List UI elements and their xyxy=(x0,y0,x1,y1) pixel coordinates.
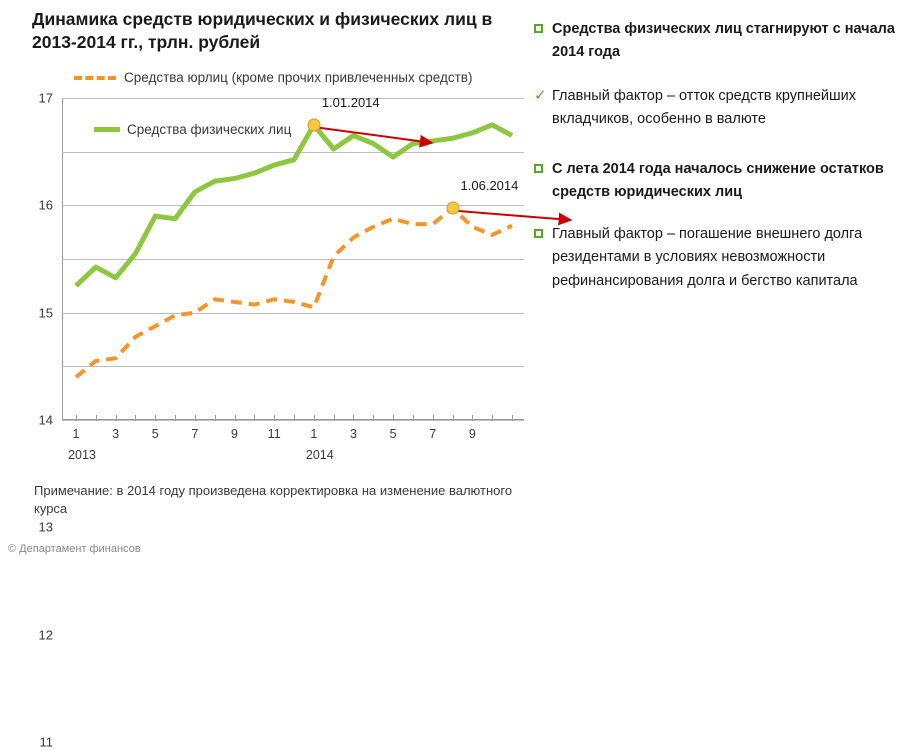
annotation-label: 1.01.2014 xyxy=(321,94,380,110)
series-lines xyxy=(62,98,524,420)
x-tick-label: 3 xyxy=(112,427,120,441)
y-tick-label: 13 xyxy=(38,519,53,535)
legend-item-corporate xyxy=(74,70,472,85)
x-tick-label: 9 xyxy=(468,427,476,441)
data-point-marker xyxy=(446,202,459,215)
x-axis-year-label: 2014 xyxy=(305,448,334,462)
check-icon: ✓ xyxy=(534,86,547,104)
x-tick-label: 3 xyxy=(349,427,357,441)
bullet-item xyxy=(534,158,906,205)
bullet-text: Главный фактор – погашение внешнего долга резидентами в условиях невозможности рефинансирования долга и бегство капитала xyxy=(552,225,863,289)
page-title: Динамика средств юридических и физических лиц в 2013-2014 гг., трлн. рублей xyxy=(32,9,493,53)
legend-swatch-corporate xyxy=(74,76,116,80)
chart-note: Примечание: в 2014 году произведена корректировка на изменение валютного курса xyxy=(34,483,513,516)
x-tick-label: 5 xyxy=(151,427,159,441)
x-tick-label: 1 xyxy=(72,427,80,441)
y-tick-label: 14 xyxy=(38,412,53,428)
bullet-item xyxy=(534,18,906,65)
y-tick-label: 16 xyxy=(38,197,53,213)
square-bullet-icon xyxy=(534,20,552,39)
legend-swatch-retail xyxy=(94,127,120,132)
bullet-text: Главный фактор – отток средств крупнейших вкладчиков, особенно в валюте xyxy=(552,87,856,128)
series-line xyxy=(76,208,512,377)
y-tick-label: 11 xyxy=(39,734,53,750)
x-tick-label: 1 xyxy=(310,427,318,441)
x-tick-label: 5 xyxy=(389,427,397,441)
x-tick-label: 7 xyxy=(191,427,199,441)
trend-arrow xyxy=(320,128,432,143)
x-tick-label: 9 xyxy=(231,427,239,441)
x-tick-label: 7 xyxy=(429,427,437,441)
bullet-item xyxy=(534,85,906,132)
legend-item-retail xyxy=(92,122,293,137)
data-point-marker xyxy=(307,118,320,131)
bullet-list xyxy=(534,18,906,309)
footer-credit: © Департамент финансов xyxy=(8,543,141,555)
y-tick-label: 15 xyxy=(38,305,53,321)
x-axis-year-label: 2013 xyxy=(68,448,96,462)
bullet-item xyxy=(534,223,906,293)
x-tick-label: 11 xyxy=(267,427,281,441)
y-tick-label: 17 xyxy=(38,90,53,106)
annotation-label: 1.06.2014 xyxy=(460,178,519,194)
bullet-text: Средства физических лиц стагнируют с начала 2014 года xyxy=(552,21,895,61)
bullet-text: С лета 2014 года началось снижение остатков средств юридических лиц xyxy=(552,160,884,201)
square-bullet-icon xyxy=(534,160,552,179)
square-bullet-icon xyxy=(534,225,552,244)
y-tick-label: 12 xyxy=(38,627,53,643)
legend-label-corporate: Средства юрлиц (кроме прочих привлеченных средств) xyxy=(124,70,473,85)
legend-label-retail: Средства физических лиц xyxy=(127,122,292,137)
